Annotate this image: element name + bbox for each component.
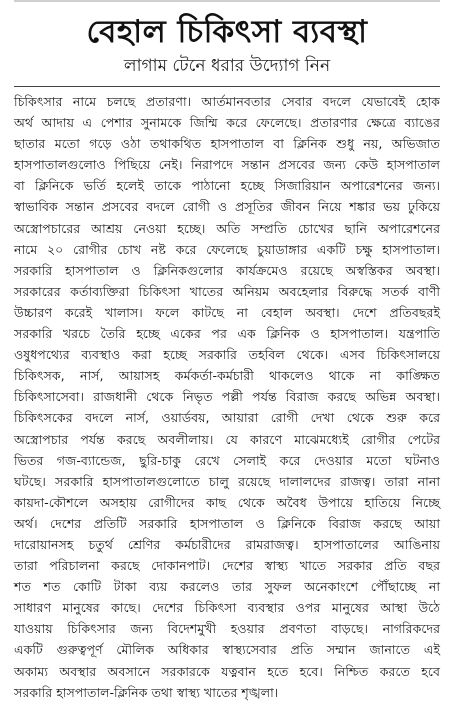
body-text-line: চিকিৎসকের বদলে নার্স, ওয়ার্ডবয়, আয়ারা রোগী দেখা থেকে শুরু করে xyxy=(14,410,440,426)
body-text-line: যাওয়ায় চিকিৎসার জন্য বিদেশমুখী হওয়ার প্রবণতা বাড়ছে। নাগরিকদের xyxy=(14,621,440,637)
body-text-line: অর্থ আদায় এ পেশার সুনামকে জিম্মি করে ফেলেছে। প্রতারণার ক্ষেত্রে ব্যাঙের xyxy=(14,115,440,131)
body-text-line: ছাতার মতো গড়ে ওঠা তথাকথিত হাসপাতাল বা ক্লিনিক শুধু নয়, অভিজাত xyxy=(14,136,440,152)
body-text-line: স্বাভাবিক সন্তান প্রসবের বদলে রোগী ও প্রসূতির জীবন নিয়ে শঙ্কার ভয় ঢুকিয়ে xyxy=(14,199,440,215)
body-text-line: চিকিৎসার নামে চলছে প্রতারণা। আর্তমানবতার সেবার বদলে যেভাবেই হোক xyxy=(14,94,440,109)
body-text-line: সরকারি খরচে তৈরি হচ্ছে একের পর এক ক্লিনিক ও হাসপাতাল। যন্ত্রপাতি xyxy=(14,326,440,342)
cropped-previous-text-strip xyxy=(14,0,440,6)
body-text-line: হাসপাতালগুলোও পিছিয়ে নেই। নিরাপদে সন্তান প্রসবের জন্য কেউ হাসপাতাল xyxy=(14,157,440,173)
body-text-line: দারোয়ানসহ চতুর্থ শ্রেণির কর্মচারীদের রামরাজত্ব। হাসপাতালের আঙিনায় xyxy=(14,536,440,552)
body-text-line: তারা পরিচালনা করছে দোকানপাট। দেশের স্বাস্থ্য খাতে সরকার প্রতি বছর xyxy=(14,558,440,574)
body-text-line: অর্থ। দেশের প্রতিটি সরকারি হাসপাতাল ও ক্লিনিকে বিরাজ করছে আয়া xyxy=(14,515,440,531)
editorial-headline: বেহাল চিকিৎসা ব্যবস্থা xyxy=(86,14,368,50)
body-text-line: উচ্চারণ করেই খালাস। ফলে কাটছে না বেহাল অবস্থা। দেশে প্রতিবছরই xyxy=(14,304,440,320)
body-text-line: অস্ত্রোপচারের আশ্রয় নেওয়া হচ্ছে। অতি সম্প্রতি চোখের ছানি অপারেশনের xyxy=(14,220,440,236)
body-text-line: নামে ২০ রোগীর চোখ নষ্ট করে ফেলেছে চুয়াডাঙ্গার একটি চক্ষু হাসপাতাল। xyxy=(14,241,440,257)
body-text-line: বা ক্লিনিকে ভর্তি হলেই তাকে পাঠানো হচ্ছে সিজারিয়ান অপারেশনের জন্য। xyxy=(14,178,440,194)
body-text-line: কায়দা-কৌশলে অসহায় রোগীদের কাছ থেকে অবৈধ উপায়ে হাতিয়ে নিচ্ছে xyxy=(14,494,440,510)
editorial-body xyxy=(14,86,440,703)
body-text-line: চিকিৎসাসেবা। রাজধানী থেকে নিভৃত পল্লী পর্যন্ত বিরাজ করছে অভিন্ন অবস্থা। xyxy=(14,389,440,405)
body-text-line: সাধারণ মানুষের কাছে। দেশের চিকিৎসা ব্যবস্থার ওপর মানুষের আস্থা উঠে xyxy=(14,600,440,616)
body-text-line: ঘটছে। সরকারি হাসপাতালগুলোতে চালু রয়েছে দালালদের রাজত্ব। তারা নানা xyxy=(14,473,440,489)
body-text-line: ওষুধপথ্যের ব্যবস্থাও করা হচ্ছে সরকারি তহবিল থেকে। এসব চিকিৎসালয়ে xyxy=(14,347,440,363)
editorial-subheadline: লাগাম টেনে ধরার উদ্যোগ নিন xyxy=(123,56,331,76)
body-text-line: সরকারি হাসপাতাল ও ক্লিনিকগুলোর কার্যক্রমেও রয়েছে অস্বস্তিকর অবস্থা। xyxy=(14,262,440,278)
body-text-line: একটি গুরুত্বপূর্ণ মৌলিক অধিকার স্বাস্থ্যসেবার প্রতি সম্মান জানাতে এই xyxy=(14,642,440,658)
body-text-line: শত শত কোটি টাকা ব্যয় করলেও তার সুফল অনেকাংশে পৌঁছাচ্ছে না xyxy=(14,579,440,595)
body-text-line: সরকারের কর্তাব্যক্তিরা চিকিৎসা খাতের অনিয়ম অবহেলার বিরুদ্ধে সতর্ক বাণী xyxy=(14,283,440,299)
body-text-line: চিকিৎসক, নার্স, আয়াসহ কর্মকর্তা-কর্মচারী থাকলেও থাকে না কাঙ্ক্ষিত xyxy=(14,368,440,384)
body-text-line: ভিতর গজ-ব্যান্ডেজ, ছুরি-চাকু রেখে সেলাই করে দেওয়ার মতো ঘটনাও xyxy=(14,452,440,468)
body-text-line: অস্ত্রোপচার পর্যন্ত করছে অবলীলায়। যে কারণে মাঝেমধ্যেই রোগীর পেটের xyxy=(14,431,440,447)
body-text-line: সরকারি হাসপাতাল-ক্লিনিক তথা স্বাস্থ্য খাতের শৃঙ্খলা। xyxy=(14,684,279,700)
body-text-line: অকাম্য অবস্থার অবসানে সরকারকে যত্নবান হতে হবে। নিশ্চিত করতে হবে xyxy=(14,663,440,679)
